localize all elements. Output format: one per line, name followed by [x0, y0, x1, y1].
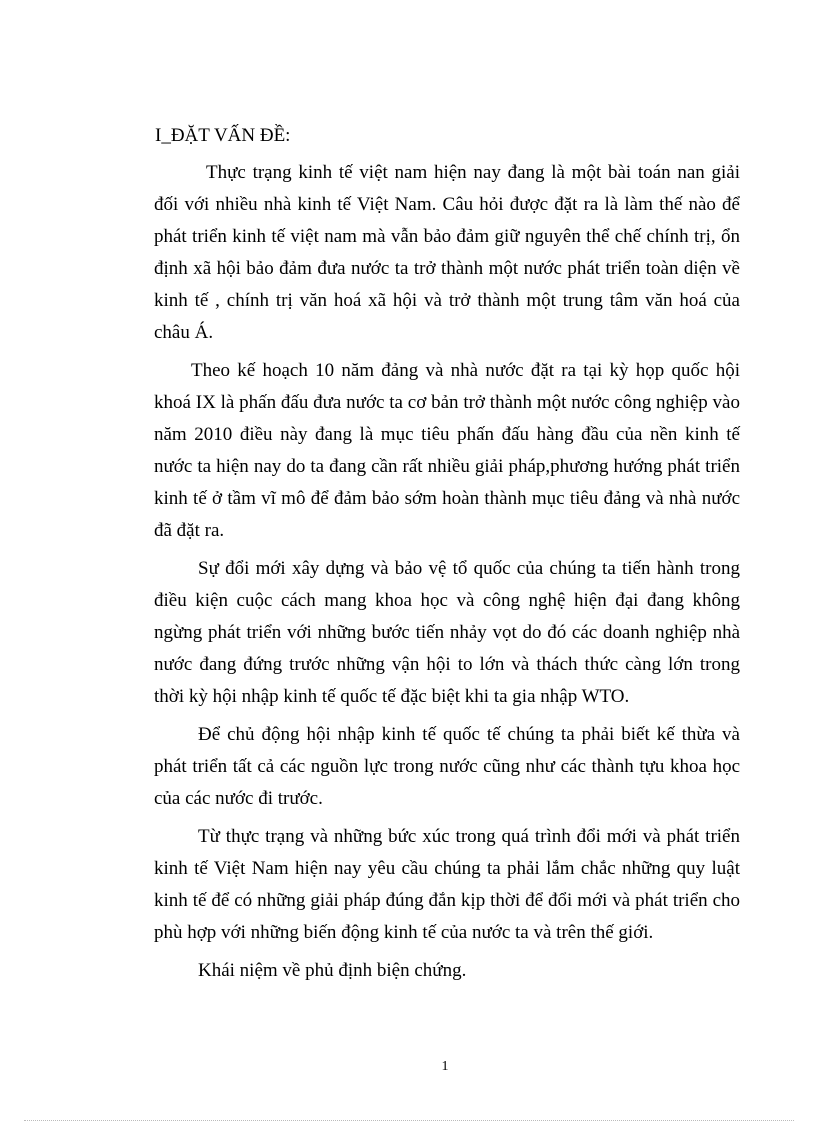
paragraph-3: Sự đổi mới xây dựng và bảo vệ tổ quốc của chúng ta tiến hành trong điều kiện cuộc cách mang khoa học và công nghệ hiện đại đang không ngừng phát triển với những bước tiến nhảy vọt do đó các doanh nghiệp nhà nước đang đứng trước những vận hội to lớn và thách thức càng lớn trong thời kỳ hội nhập kinh tế quốc tế đặc biệt khi ta gia nhập WTO. — [154, 558, 740, 707]
body-text — [154, 157, 740, 987]
page-bottom-divider — [24, 1120, 794, 1121]
paragraph-2: Theo kế hoạch 10 năm đảng và nhà nước đặt ra tại kỳ họp quốc hội khoá IX là phấn đấu đưa nước ta cơ bản trở thành một nước công nghiệp vào năm 2010 điều này đang là mục tiêu phấn đấu hàng đầu của nền kinh tế nước ta hiện nay do ta đang cần rất nhiều giải pháp,phương hướng phát triển kinh tế ở tầm vĩ mô để đảm bảo sớm hoàn thành mục tiêu đảng và nhà nước đã đặt ra. — [154, 360, 740, 541]
paragraph-6: Khái niệm về phủ định biện chứng. — [198, 960, 467, 981]
page-number: 1 — [441, 1059, 449, 1074]
section-heading: I_ĐẶT VẤN ĐỀ: — [155, 125, 291, 146]
paragraph-4: Để chủ động hội nhập kinh tế quốc tế chúng ta phải biết kế thừa và phát triển tất cả các nguồn lực trong nước cũng như các thành tựu khoa học của các nước đi trước. — [154, 724, 740, 809]
paragraph-5: Từ thực trạng và những bức xúc trong quá trình đổi mới và phát triển kinh tế Việt Nam hiện nay yêu cầu chúng ta phải lắm chắc những quy luật kinh tế để có những giải pháp đúng đắn kịp thời để đổi mới và phát triển cho phù hợp với những biến động kinh tế của nước ta và trên thế giới. — [154, 826, 740, 943]
paragraph-1: Thực trạng kinh tế việt nam hiện nay đang là một bài toán nan giải đối với nhiều nhà kinh tế Việt Nam. Câu hỏi được đặt ra là làm thế nào để phát triển kinh tế việt nam mà vẫn bảo đảm giữ nguyên thể chế chính trị, ổn định xã hội bảo đảm đưa nước ta trở thành một nước phát triển toàn diện về kinh tế , chính trị văn hoá xã hội và trở thành một trung tâm văn hoá của châu Á. — [154, 162, 740, 343]
